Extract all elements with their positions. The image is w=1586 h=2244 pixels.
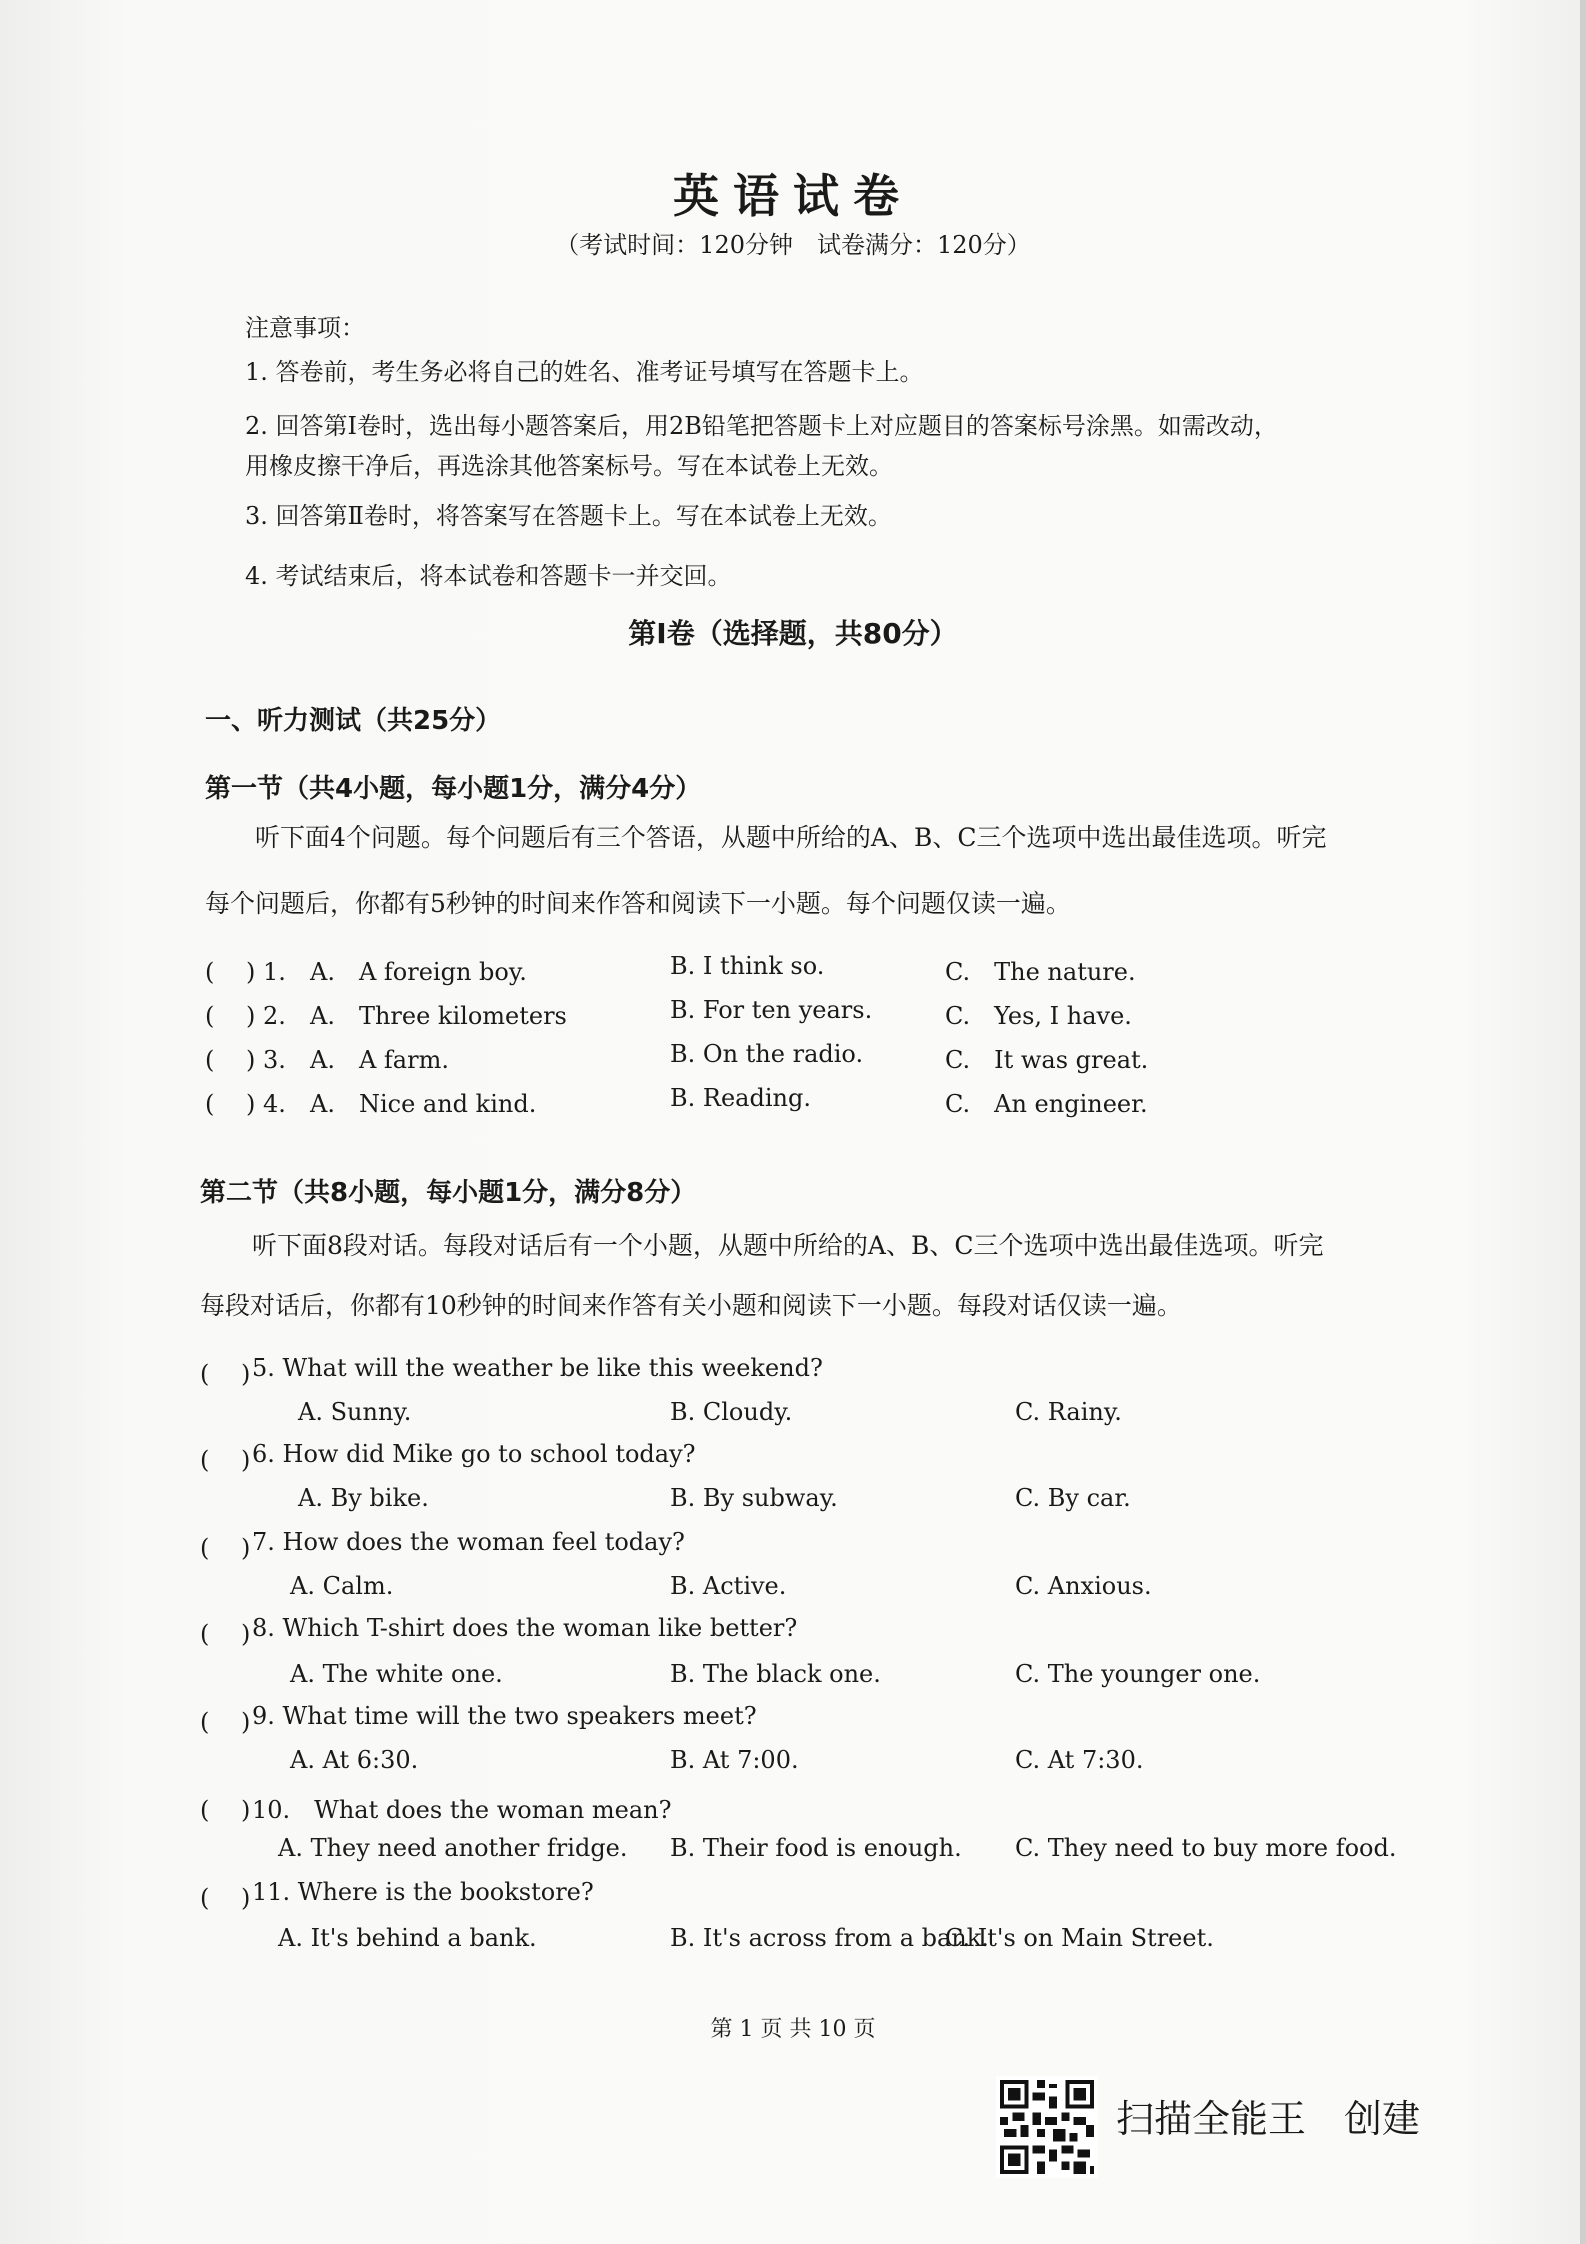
- option-c: C. By car.: [1015, 1484, 1131, 1512]
- option-a: A. By bike.: [298, 1484, 429, 1512]
- option-c: C. Rainy.: [1015, 1398, 1122, 1426]
- option-c: C. The younger one.: [1015, 1660, 1261, 1688]
- option-c: C. Anxious.: [1015, 1572, 1152, 1600]
- question-row: [205, 1040, 1405, 1072]
- subsection2-instruction: 每段对话后，你都有10秒钟的时间来作答有关小题和阅读下一小题。每段对话仅读一遍。: [200, 1291, 1182, 1320]
- option-b: B. I think so.: [670, 952, 825, 980]
- question-paren: ( ): [200, 1884, 251, 1912]
- question-paren: ( ): [200, 1708, 251, 1736]
- question-number: ( ) 3.: [205, 1046, 286, 1074]
- option-c: C. It was great.: [945, 1046, 1149, 1074]
- option-b: B. Their food is enough.: [670, 1834, 962, 1862]
- notice-item: 3. 回答第Ⅱ卷时，将答案写在答题卡上。写在本试卷上无效。: [245, 502, 892, 530]
- question-number: ( ) 2.: [205, 1002, 286, 1030]
- question-text: 11. Where is the bookstore?: [252, 1878, 594, 1906]
- qr-code-icon: [996, 2076, 1098, 2178]
- option-b: B. On the radio.: [670, 1040, 864, 1068]
- question-row: [200, 1702, 1400, 1734]
- option-a: A. A foreign boy.: [310, 958, 527, 986]
- section1-title: 一、听力测试（共25分）: [205, 706, 502, 736]
- option-b: B. By subway.: [670, 1484, 838, 1512]
- notice-heading: 注意事项：: [245, 314, 365, 342]
- subsection1-title: 第一节（共4小题，每小题1分，满分4分）: [205, 774, 702, 804]
- question-paren: ( ): [200, 1620, 251, 1648]
- page-edge: [1580, 0, 1586, 2244]
- option-a: A. Sunny.: [298, 1398, 412, 1426]
- notice-item: 用橡皮擦干净后，再选涂其他答案标号。写在本试卷上无效。: [245, 452, 893, 480]
- question-number: ( ) 4.: [205, 1090, 286, 1118]
- option-c: C. An engineer.: [945, 1090, 1148, 1118]
- question-row: [200, 1790, 1400, 1822]
- subsection2-title: 第二节（共8小题，每小题1分，满分8分）: [200, 1178, 697, 1208]
- option-a: A. Nice and kind.: [310, 1090, 537, 1118]
- subsection1-instruction: 听下面4个问题。每个问题后有三个答语，从题中所给的A、B、C三个选项中选出最佳选项。听完: [255, 823, 1327, 852]
- option-a: A. The white one.: [290, 1660, 503, 1688]
- option-b: B. Active.: [670, 1572, 787, 1600]
- question-row: [200, 1354, 1400, 1386]
- question-row: [200, 1878, 1400, 1910]
- question-row: [200, 1614, 1400, 1646]
- question-text: 7. How does the woman feel today?: [252, 1528, 685, 1556]
- option-a: A. Three kilometers: [310, 1002, 567, 1030]
- option-c: C. At 7:30.: [1015, 1746, 1144, 1774]
- question-paren: ( ): [200, 1534, 251, 1562]
- subsection2-instruction: 听下面8段对话。每段对话后有一个小题，从题中所给的A、B、C三个选项中选出最佳选项。听完: [252, 1231, 1324, 1260]
- option-a: A. They need another fridge.: [278, 1834, 628, 1862]
- question-row: [205, 996, 1405, 1028]
- question-row: [200, 1440, 1400, 1472]
- question-paren: ( ): [200, 1796, 251, 1824]
- option-b: B. Reading.: [670, 1084, 811, 1112]
- option-c: C. It's on Main Street.: [945, 1924, 1214, 1952]
- option-a: A. At 6:30.: [290, 1746, 419, 1774]
- question-text: 8. Which T-shirt does the woman like better?: [252, 1614, 798, 1642]
- question-text: 5. What will the weather be like this weekend?: [252, 1354, 823, 1382]
- question-text: 10. What does the woman mean?: [252, 1796, 672, 1824]
- question-paren: ( ): [200, 1446, 251, 1474]
- question-row: [205, 1084, 1405, 1116]
- question-row: [200, 1528, 1400, 1560]
- option-c: C. The nature.: [945, 958, 1136, 986]
- option-b: B. It's across from a bank.: [670, 1924, 989, 1952]
- question-text: 9. What time will the two speakers meet?: [252, 1702, 757, 1730]
- option-b: B. The black one.: [670, 1660, 881, 1688]
- option-c: C. Yes, I have.: [945, 1002, 1132, 1030]
- option-c: C. They need to buy more food.: [1015, 1834, 1397, 1862]
- part1-title: 第Ⅰ卷（选择题，共80分）: [628, 617, 958, 650]
- notice-item: 1. 答卷前，考生务必将自己的姓名、准考证号填写在答题卡上。: [245, 358, 924, 386]
- option-a: A. It's behind a bank.: [278, 1924, 537, 1952]
- option-a: A. A farm.: [310, 1046, 449, 1074]
- question-paren: ( ): [200, 1360, 251, 1388]
- notice-item: 4. 考试结束后，将本试卷和答题卡一并交回。: [245, 562, 732, 590]
- option-b: B. For ten years.: [670, 996, 873, 1024]
- option-b: B. At 7:00.: [670, 1746, 799, 1774]
- option-b: B. Cloudy.: [670, 1398, 793, 1426]
- question-number: ( ) 1.: [205, 958, 286, 986]
- question-text: 6. How did Mike go to school today?: [252, 1440, 696, 1468]
- scanner-watermark: 扫描全能王 创建: [1116, 2097, 1421, 2141]
- page-footer: 第 1 页 共 10 页: [710, 2017, 876, 2042]
- option-a: A. Calm.: [290, 1572, 394, 1600]
- question-row: [205, 952, 1405, 984]
- exam-title: 英语试卷: [673, 169, 913, 223]
- subsection1-instruction: 每个问题后，你都有5秒钟的时间来作答和阅读下一小题。每个问题仅读一遍。: [205, 889, 1071, 918]
- notice-item: 2. 回答第Ⅰ卷时，选出每小题答案后，用2B铅笔把答题卡上对应题目的答案标号涂黑。如需改动，: [245, 412, 1278, 440]
- exam-subtitle: （考试时间：120分钟 试卷满分：120分）: [555, 231, 1031, 259]
